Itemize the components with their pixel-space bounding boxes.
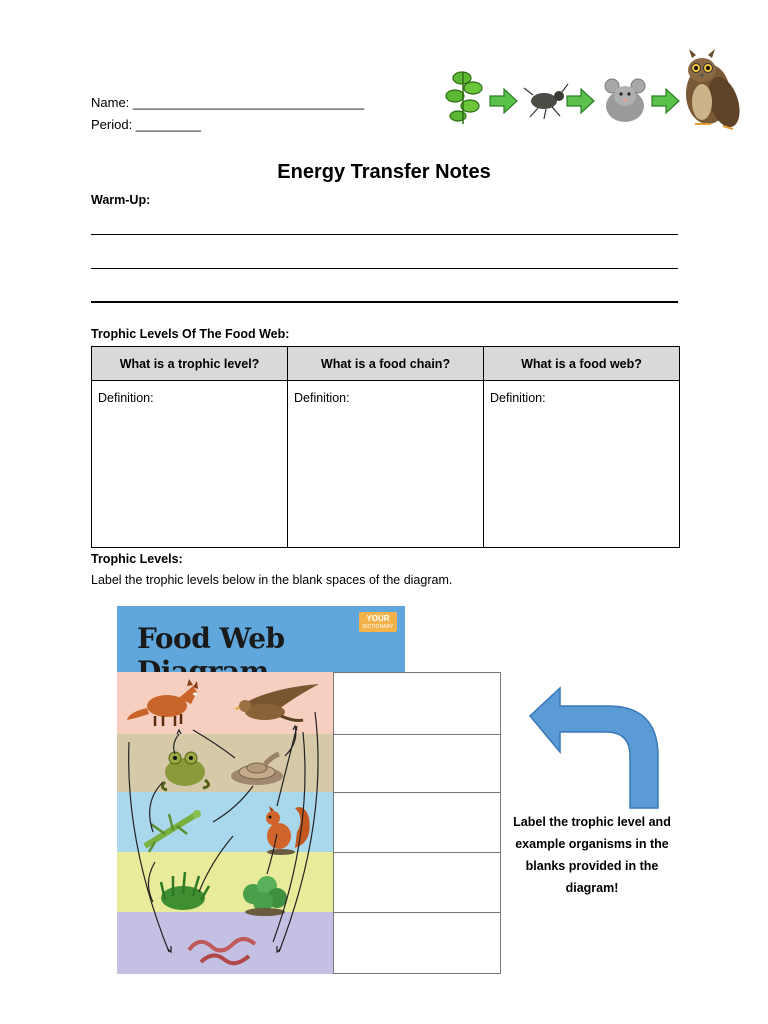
definition-cell-trophic-level[interactable]: Definition: <box>92 381 288 548</box>
food-web-diagram <box>117 606 501 974</box>
column-header-trophic-level: What is a trophic level? <box>92 347 288 381</box>
definition-cell-food-chain[interactable]: Definition: <box>288 381 484 548</box>
column-header-food-web: What is a food web? <box>484 347 680 381</box>
blank-label-box[interactable] <box>333 672 501 735</box>
shrub-icon <box>243 876 287 916</box>
definitions-table <box>91 346 680 548</box>
period-field[interactable]: Period: _________ <box>91 117 201 132</box>
diagram-title: Food Web <box>137 622 285 655</box>
callout-instruction: Label the trophic level and example organisms in the blanks provided in the diagram! <box>513 815 671 895</box>
blank-label-box[interactable] <box>333 792 501 853</box>
name-field[interactable]: Name: ________________________________ <box>91 95 365 110</box>
column-header-food-chain: What is a food chain? <box>288 347 484 381</box>
diagram-header <box>117 606 405 672</box>
food-web-organisms <box>117 672 333 974</box>
fox-icon <box>127 679 198 726</box>
snake-icon <box>231 754 283 785</box>
blank-label-box[interactable] <box>333 852 501 913</box>
food-chain-graphic <box>440 44 745 134</box>
curved-arrow-icon <box>526 686 662 810</box>
hawk-icon <box>234 684 319 721</box>
beetle-icon <box>524 84 568 119</box>
plant-icon <box>446 72 482 124</box>
warm-up-line[interactable] <box>91 268 678 269</box>
chain-arrow-icon <box>652 89 679 113</box>
your-dictionary-logo: YOUR DICTIONARY <box>359 612 397 632</box>
definition-cell-food-web[interactable]: Definition: <box>484 381 680 548</box>
page-title: Energy Transfer Notes <box>277 161 491 183</box>
mouse-icon <box>605 79 645 122</box>
warm-up-label: Warm-Up: <box>91 193 151 207</box>
worm-icon <box>189 939 255 963</box>
chain-arrow-icon <box>490 89 517 113</box>
warm-up-line[interactable] <box>91 234 678 235</box>
blank-label-box[interactable] <box>333 912 501 974</box>
owl-icon <box>686 49 745 131</box>
chain-arrow-icon <box>567 89 594 113</box>
mantis-icon <box>145 810 201 852</box>
grass-icon <box>161 872 209 910</box>
warm-up-line[interactable] <box>91 301 678 303</box>
trophic-levels-instruction: Label the trophic levels below in the blank spaces of the diagram. <box>91 573 453 587</box>
frog-icon <box>162 752 208 790</box>
blank-label-box[interactable] <box>333 734 501 793</box>
trophic-levels-label: Trophic Levels: <box>91 552 183 566</box>
trophic-table-label: Trophic Levels Of The Food Web: <box>91 327 290 341</box>
